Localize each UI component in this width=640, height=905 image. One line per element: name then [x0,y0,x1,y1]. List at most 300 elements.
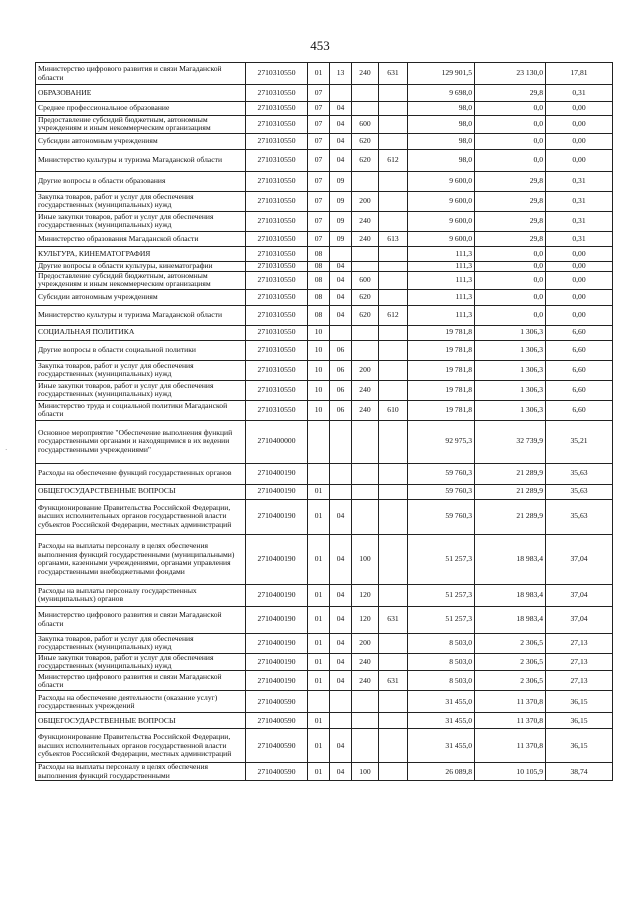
cell-gr [379,463,408,484]
cell-plan: 9 698,0 [408,85,475,102]
cell-name: Среднее профессиональное образование [36,102,246,116]
cell-pr: 04 [330,289,352,305]
cell-name: Субсидии автономным учреждениям [36,133,246,149]
cell-vr: 240 [352,63,379,85]
cell-gr [379,633,408,653]
cell-gr: 631 [379,63,408,85]
cell-pr [330,484,352,499]
cell-name: КУЛЬТУРА, КИНЕМАТОГРАФИЯ [36,246,246,261]
cell-fact: 0,0 [475,102,546,116]
cell-code: 2710310550 [246,211,308,231]
table-body [36,63,613,781]
cell-plan: 111,3 [408,261,475,271]
cell-pct: 27,13 [546,671,613,691]
cell-gr: 612 [379,305,408,325]
cell-pct: 0,00 [546,149,613,171]
cell-gr: 631 [379,671,408,691]
cell-plan: 98,0 [408,133,475,149]
cell-vr [352,463,379,484]
cell-fact: 29,8 [475,211,546,231]
cell-name: Основное мероприятие "Обеспечение выполнения функций государственными органами и находящимися в их ведении государственными учреждениями" [36,420,246,463]
table-row [36,534,613,584]
cell-pct: 0,00 [546,271,613,289]
cell-rz: 07 [308,231,330,246]
cell-code: 2710400190 [246,534,308,584]
cell-pct: 0,31 [546,231,613,246]
cell-vr: 620 [352,149,379,171]
cell-pct: 0,00 [546,261,613,271]
cell-rz: 01 [308,713,330,729]
cell-gr [379,271,408,289]
cell-rz: 08 [308,246,330,261]
cell-pct: 37,04 [546,534,613,584]
cell-name: Министерство труда и социальной политики Магаданской области [36,400,246,420]
cell-fact: 11 370,8 [475,729,546,763]
cell-pct: 27,13 [546,653,613,671]
cell-gr [379,729,408,763]
cell-rz: 10 [308,340,330,360]
cell-rz: 01 [308,534,330,584]
cell-plan: 51 257,3 [408,534,475,584]
cell-pct: 35,63 [546,499,613,534]
cell-fact: 0,0 [475,271,546,289]
cell-pr: 06 [330,360,352,380]
cell-pr: 04 [330,102,352,116]
cell-vr [352,713,379,729]
cell-fact: 2 306,5 [475,633,546,653]
cell-name: Иные закупки товаров, работ и услуг для обеспечения государственных (муниципальных) нужд [36,211,246,231]
cell-pct: 0,31 [546,171,613,191]
cell-code: 2710310550 [246,271,308,289]
cell-rz: 08 [308,271,330,289]
cell-pr: 06 [330,340,352,360]
cell-pct: 35,63 [546,484,613,499]
cell-code: 2710400190 [246,499,308,534]
cell-plan: 19 781,8 [408,340,475,360]
cell-code: 2710400590 [246,713,308,729]
cell-gr [379,289,408,305]
cell-plan: 111,3 [408,271,475,289]
cell-pr: 04 [330,271,352,289]
cell-pct: 0,00 [546,116,613,134]
cell-vr: 620 [352,289,379,305]
table-row [36,171,613,191]
table-row [36,305,613,325]
cell-gr [379,246,408,261]
cell-code: 2710310550 [246,102,308,116]
cell-code: 2710310550 [246,360,308,380]
cell-vr [352,691,379,713]
cell-pct: 17,81 [546,63,613,85]
cell-vr: 100 [352,763,379,781]
table-row [36,271,613,289]
cell-name: ОБЩЕГОСУДАРСТВЕННЫЕ ВОПРОСЫ [36,713,246,729]
cell-name: Другие вопросы в области образования [36,171,246,191]
cell-fact: 29,8 [475,191,546,211]
cell-code: 2710400590 [246,763,308,781]
cell-gr [379,360,408,380]
table-row [36,499,613,534]
cell-gr [379,133,408,149]
cell-plan: 9 600,0 [408,191,475,211]
cell-rz: 10 [308,400,330,420]
cell-fact: 23 130,0 [475,63,546,85]
cell-gr: 610 [379,400,408,420]
cell-pct: 6,60 [546,380,613,400]
cell-fact: 18 983,4 [475,534,546,584]
cell-pct: 38,74 [546,763,613,781]
cell-fact: 0,0 [475,246,546,261]
page-number: 453 [310,38,330,53]
cell-plan: 98,0 [408,102,475,116]
table-row [36,463,613,484]
cell-code: 2710310550 [246,231,308,246]
cell-fact: 21 289,9 [475,484,546,499]
cell-name: Министерство цифрового развития и связи Магаданской области [36,63,246,85]
cell-vr: 200 [352,633,379,653]
cell-code: 2710400190 [246,606,308,633]
table-row [36,691,613,713]
cell-pct: 6,60 [546,325,613,340]
cell-pr [330,420,352,463]
table-row [36,763,613,781]
cell-gr [379,653,408,671]
cell-plan: 19 781,8 [408,380,475,400]
cell-name: Расходы на обеспечение функций государственных органов [36,463,246,484]
table-row [36,149,613,171]
cell-plan: 8 503,0 [408,671,475,691]
cell-fact: 10 105,9 [475,763,546,781]
cell-fact: 18 983,4 [475,606,546,633]
cell-name: Функционирование Правительства Российской Федерации, высших исполнительных органов государственной власти субъектов Российской Федерации, местных администраций [36,729,246,763]
cell-name: Предоставление субсидий бюджетным, автономным учреждениям и иным некоммерческим организациям [36,271,246,289]
cell-gr [379,499,408,534]
cell-pct: 6,60 [546,360,613,380]
cell-pr: 04 [330,606,352,633]
cell-plan: 51 257,3 [408,584,475,606]
cell-code: 2710310550 [246,400,308,420]
cell-code: 2710400190 [246,633,308,653]
cell-pct: 0,31 [546,85,613,102]
cell-name: Министерство образования Магаданской области [36,231,246,246]
cell-plan: 8 503,0 [408,633,475,653]
cell-rz: 07 [308,116,330,134]
cell-rz: 01 [308,584,330,606]
table-row [36,360,613,380]
cell-pct: 36,15 [546,713,613,729]
cell-plan: 98,0 [408,149,475,171]
cell-fact: 21 289,9 [475,499,546,534]
cell-name: Иные закупки товаров, работ и услуг для обеспечения государственных (муниципальных) нужд [36,380,246,400]
cell-pct: 0,00 [546,289,613,305]
cell-vr: 240 [352,380,379,400]
cell-gr [379,85,408,102]
cell-pr: 04 [330,133,352,149]
cell-name: СОЦИАЛЬНАЯ ПОЛИТИКА [36,325,246,340]
cell-vr [352,340,379,360]
cell-pr: 04 [330,584,352,606]
cell-vr [352,171,379,191]
cell-rz: 01 [308,606,330,633]
cell-vr [352,246,379,261]
cell-rz: 01 [308,484,330,499]
cell-plan: 31 455,0 [408,729,475,763]
cell-name: Министерство цифрового развития и связи Магаданской области [36,606,246,633]
cell-vr [352,325,379,340]
cell-plan: 59 760,3 [408,463,475,484]
cell-fact: 2 306,5 [475,671,546,691]
cell-rz [308,463,330,484]
cell-pr: 04 [330,763,352,781]
cell-plan: 19 781,8 [408,400,475,420]
table-row [36,340,613,360]
cell-rz: 08 [308,261,330,271]
cell-fact: 2 306,5 [475,653,546,671]
cell-fact: 29,8 [475,171,546,191]
cell-vr: 240 [352,211,379,231]
cell-vr: 200 [352,191,379,211]
cell-vr: 620 [352,133,379,149]
cell-rz: 01 [308,763,330,781]
cell-name: Закупка товаров, работ и услуг для обеспечения государственных (муниципальных) нужд [36,360,246,380]
cell-rz [308,691,330,713]
cell-fact: 0,0 [475,305,546,325]
cell-pct: 0,31 [546,191,613,211]
table-row [36,633,613,653]
table-row [36,289,613,305]
cell-pr: 09 [330,211,352,231]
cell-gr [379,102,408,116]
cell-gr [379,191,408,211]
cell-code: 2710310550 [246,85,308,102]
cell-rz: 01 [308,63,330,85]
cell-fact: 11 370,8 [475,691,546,713]
cell-rz: 01 [308,633,330,653]
cell-pct: 6,60 [546,400,613,420]
cell-name: Функционирование Правительства Российской Федерации, высших исполнительных органов государственной власти субъектов Российской Федерации, местных администраций [36,499,246,534]
cell-pct: 35,21 [546,420,613,463]
cell-rz: 01 [308,653,330,671]
cell-gr [379,763,408,781]
cell-pr: 04 [330,305,352,325]
cell-fact: 1 306,3 [475,325,546,340]
cell-plan: 26 089,8 [408,763,475,781]
cell-rz: 01 [308,671,330,691]
cell-pr [330,463,352,484]
cell-code: 2710400190 [246,463,308,484]
cell-fact: 0,0 [475,116,546,134]
cell-rz: 07 [308,133,330,149]
cell-plan: 9 600,0 [408,211,475,231]
cell-plan: 9 600,0 [408,171,475,191]
margin-dot: · [5,446,8,454]
cell-rz [308,420,330,463]
cell-gr: 613 [379,231,408,246]
table-row [36,63,613,85]
cell-pr: 04 [330,499,352,534]
cell-pr: 09 [330,231,352,246]
cell-code: 2710310550 [246,63,308,85]
cell-code: 2710310550 [246,191,308,211]
cell-code: 2710310550 [246,171,308,191]
cell-pct: 36,15 [546,691,613,713]
cell-rz: 01 [308,499,330,534]
cell-pct: 0,00 [546,102,613,116]
cell-vr [352,102,379,116]
cell-pr: 13 [330,63,352,85]
cell-vr: 620 [352,305,379,325]
table-row [36,584,613,606]
cell-fact: 0,0 [475,133,546,149]
table-row [36,211,613,231]
cell-pr [330,325,352,340]
cell-plan: 51 257,3 [408,606,475,633]
table-row [36,729,613,763]
cell-name: Министерство культуры и туризма Магаданской области [36,305,246,325]
cell-name: ОБЩЕГОСУДАРСТВЕННЫЕ ВОПРОСЫ [36,484,246,499]
cell-code: 2710400590 [246,691,308,713]
cell-rz: 10 [308,380,330,400]
cell-name: Министерство культуры и туризма Магаданской области [36,149,246,171]
cell-name: Расходы на выплаты персоналу государственных (муниципальных) органов [36,584,246,606]
cell-gr [379,484,408,499]
table-row [36,606,613,633]
table-row [36,420,613,463]
table-row [36,133,613,149]
cell-pr: 04 [330,261,352,271]
cell-pr [330,246,352,261]
cell-name: Расходы на выплаты персоналу в целях обеспечения выполнения функций государственными [36,763,246,781]
cell-pr: 04 [330,149,352,171]
cell-name: Иные закупки товаров, работ и услуг для обеспечения государственных (муниципальных) нужд [36,653,246,671]
budget-table [35,62,613,781]
cell-gr [379,325,408,340]
table-row [36,671,613,691]
cell-fact: 1 306,3 [475,380,546,400]
cell-gr: 631 [379,606,408,633]
cell-pct: 36,15 [546,729,613,763]
table-row [36,85,613,102]
cell-name: Закупка товаров, работ и услуг для обеспечения государственных (муниципальных) нужд [36,633,246,653]
cell-name: Субсидии автономным учреждениям [36,289,246,305]
cell-code: 2710310550 [246,261,308,271]
cell-code: 2710310550 [246,149,308,171]
cell-rz: 07 [308,211,330,231]
table-row [36,102,613,116]
cell-code: 2710400190 [246,671,308,691]
cell-plan: 8 503,0 [408,653,475,671]
cell-gr [379,534,408,584]
cell-code: 2710310550 [246,305,308,325]
cell-pr: 04 [330,534,352,584]
cell-plan: 92 975,3 [408,420,475,463]
cell-vr [352,484,379,499]
cell-gr [379,261,408,271]
cell-code: 2710310550 [246,246,308,261]
cell-rz: 10 [308,325,330,340]
cell-pr: 09 [330,171,352,191]
cell-vr [352,729,379,763]
cell-code: 2710400590 [246,729,308,763]
cell-pr [330,713,352,729]
cell-gr [379,584,408,606]
cell-gr [379,171,408,191]
cell-vr [352,261,379,271]
cell-pr: 06 [330,380,352,400]
table-row [36,325,613,340]
cell-plan: 9 600,0 [408,231,475,246]
cell-plan: 19 781,8 [408,325,475,340]
cell-gr [379,116,408,134]
cell-pct: 27,13 [546,633,613,653]
cell-vr [352,420,379,463]
cell-fact: 0,0 [475,149,546,171]
cell-plan: 111,3 [408,246,475,261]
table-row [36,713,613,729]
cell-pct: 37,04 [546,606,613,633]
cell-vr: 240 [352,231,379,246]
cell-pr [330,691,352,713]
cell-fact: 1 306,3 [475,400,546,420]
cell-vr: 200 [352,360,379,380]
cell-fact: 0,0 [475,261,546,271]
cell-plan: 59 760,3 [408,484,475,499]
cell-pct: 0,00 [546,305,613,325]
table-row [36,484,613,499]
table-row [36,653,613,671]
table-row [36,246,613,261]
cell-pr [330,85,352,102]
table-row [36,231,613,246]
cell-name: Расходы на обеспечение деятельности (оказание услуг) государственных учреждений [36,691,246,713]
cell-pr: 04 [330,633,352,653]
cell-fact: 11 370,8 [475,713,546,729]
cell-pr: 04 [330,729,352,763]
cell-code: 2710400190 [246,653,308,671]
cell-gr [379,713,408,729]
cell-fact: 29,8 [475,85,546,102]
cell-code: 2710310550 [246,340,308,360]
cell-pr: 06 [330,400,352,420]
cell-code: 2710310550 [246,116,308,134]
cell-pct: 0,00 [546,133,613,149]
cell-fact: 1 306,3 [475,340,546,360]
cell-plan: 31 455,0 [408,713,475,729]
cell-vr: 120 [352,584,379,606]
cell-pct: 37,04 [546,584,613,606]
table-row [36,191,613,211]
cell-pct: 0,00 [546,246,613,261]
cell-pr: 04 [330,116,352,134]
cell-name: Закупка товаров, работ и услуг для обеспечения государственных (муниципальных) нужд [36,191,246,211]
cell-pct: 0,31 [546,211,613,231]
cell-vr: 240 [352,400,379,420]
cell-vr [352,85,379,102]
cell-code: 2710400190 [246,584,308,606]
cell-rz: 07 [308,149,330,171]
cell-gr [379,340,408,360]
cell-code: 2710310550 [246,289,308,305]
cell-rz: 07 [308,191,330,211]
cell-gr [379,691,408,713]
cell-pr: 04 [330,671,352,691]
cell-gr [379,211,408,231]
cell-plan: 98,0 [408,116,475,134]
cell-vr: 120 [352,606,379,633]
cell-vr: 100 [352,534,379,584]
cell-vr: 600 [352,116,379,134]
cell-rz: 08 [308,289,330,305]
